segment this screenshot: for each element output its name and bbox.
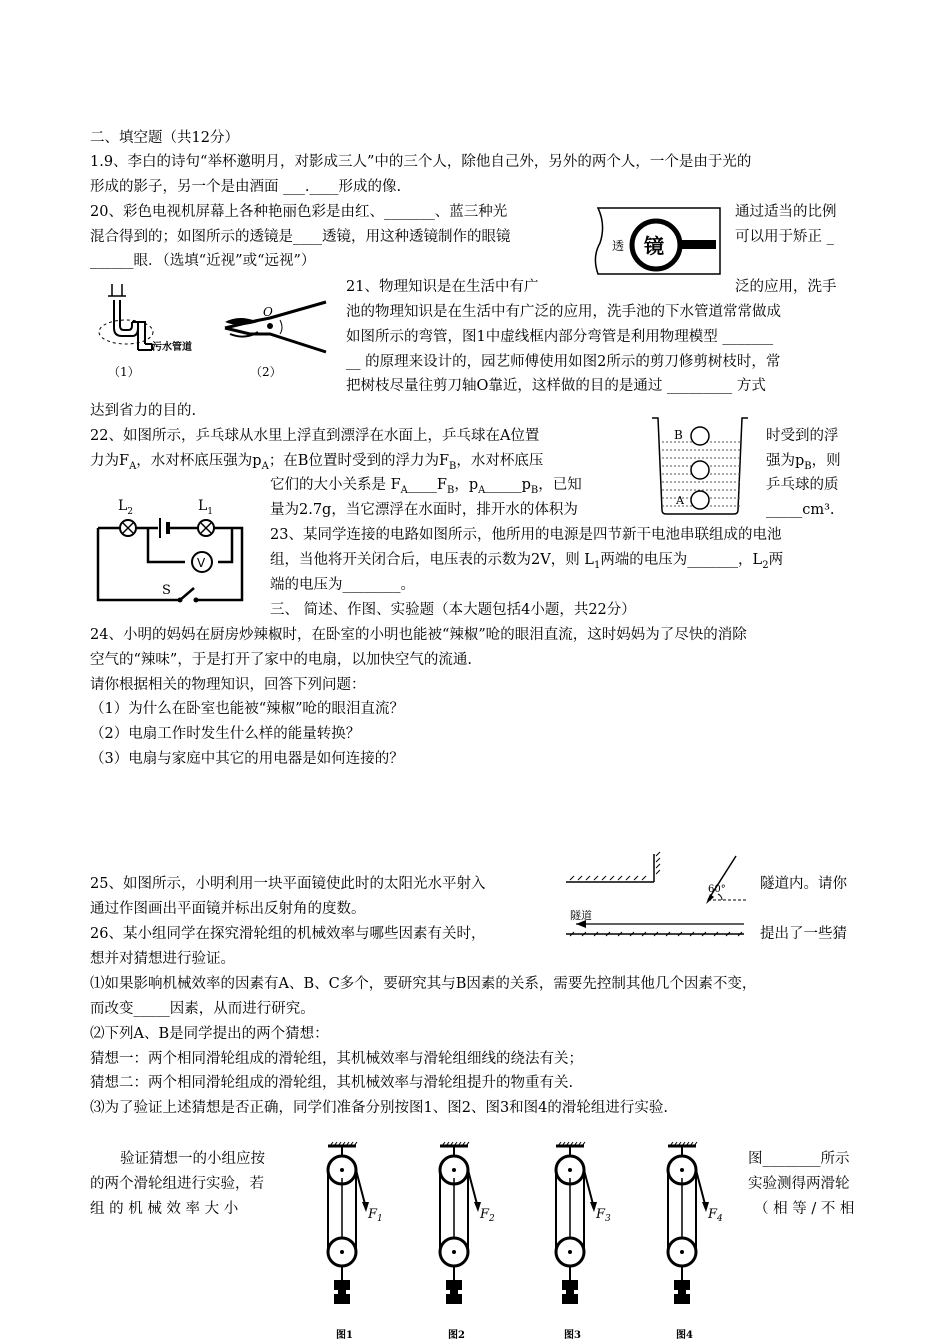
q22-line3-right: 乒乓球的质: [766, 477, 839, 493]
q26-guess1: 猜想一：两个相同滑轮组成的滑轮组，其机械效率与滑轮组细线的绕法有关；: [90, 1051, 583, 1067]
q26-r1: 图________所示: [748, 1151, 850, 1167]
q21-line3: 如图所示的弯管，图1中虚线框内部分弯管是利用物理模型 _______: [346, 329, 774, 345]
q20-line1: 20、彩色电视机屏幕上各种艳丽色彩是由红、_______、蓝三种光: [90, 204, 508, 220]
tunnel-label: 隧道: [570, 909, 592, 922]
section-2-title: 二、填空题（共12分）: [90, 130, 239, 146]
angle-label: 60°: [708, 884, 726, 895]
switch-label: S: [162, 583, 171, 598]
q22-line3: 它们的大小关系是 $F_A\_\_\_\_F_B$，$p_A\_\_\_\_\_p_B$，已知: [270, 477, 582, 496]
force-label-3: $F_3$: [596, 1207, 611, 1224]
q22-line1: 22、如图所示，乒乓球从水里上浮直到漂浮在水面上，乒乓球在A位置: [90, 428, 540, 444]
q22-line1-right: 时受到的浮: [766, 428, 839, 444]
q24-line2: 空气的“辣味”，于是打开了家中的电扇，以加快空气的流通.: [90, 652, 472, 668]
q21-line1-right: 泛的应用，洗手: [735, 279, 837, 295]
q26-r3: （ 相 等 / 不 相: [754, 1201, 855, 1217]
sewer-label: 污水管道: [152, 342, 192, 353]
force-label-4: $F_4$: [708, 1207, 723, 1224]
lens-label-small: 透: [612, 239, 625, 253]
q26-v2: 的两个滑轮组进行实验，若: [90, 1176, 264, 1192]
q22-line2-right: 强为$p_B$，则: [766, 453, 841, 472]
q20-line2: 混合得到的；如图所示的透镜是____透镜，用这种透镜制作的眼镜: [90, 229, 511, 245]
q21-line6: 达到省力的目的.: [90, 403, 197, 419]
q20-right1: 通过适当的比例: [735, 204, 837, 220]
pulley-caption-1: 图1: [336, 1330, 353, 1341]
fig2-caption: （2）: [250, 365, 282, 379]
q20-right2: 可以用于矫正 _: [735, 229, 834, 245]
fig1-caption: （1）: [108, 365, 140, 379]
pulley-figure-2: [440, 1142, 495, 1341]
q19-line1: 1.9、李白的诗句“举杯邀明月，对影成三人”中的三个人，除他自己外，另外的两个人，一个是由于光的: [90, 154, 752, 170]
q26-p1b: 而改变_____因素，从而进行研究。: [90, 1001, 315, 1017]
q19-line2: 形成的影子，另一个是由酒面 ___.____形成的像.: [90, 179, 402, 195]
pulley-figure-4: [668, 1142, 723, 1341]
q21-line1: 21、物理知识是在生活中有广: [346, 279, 539, 295]
q24-line1: 24、小明的妈妈在厨房炒辣椒时，在卧室的小明也能被“辣椒”呛的眼泪直流，这时妈妈为了尽快的消除: [90, 627, 747, 643]
pulley-caption-4: 图4: [676, 1330, 693, 1341]
pulley-caption-3: 图3: [564, 1330, 581, 1341]
q26-v3: 组 的 机 械 效 率 大 小: [90, 1201, 239, 1217]
q23-line2: 组，当他将开关闭合后，电压表的示数为2V，则 $L_1$两端的电压为_______，$L_2$两: [270, 552, 784, 571]
q24-line4: （1）为什么在卧室也能被“辣椒”呛的眼泪直流？: [90, 701, 405, 717]
q26-line1-right: 提出了一些猜: [760, 926, 847, 942]
beaker-a-label: A: [676, 494, 684, 507]
sink-scissors-figure: [90, 282, 340, 387]
q25-line1-right: 隧道内。请你: [760, 876, 847, 892]
force-label-2: $F_2$: [480, 1207, 495, 1224]
l2-label: $L_2$: [118, 498, 134, 517]
q26-r2: 实验测得两滑轮: [748, 1176, 850, 1192]
q22-line4-right: _____cm³.: [766, 502, 835, 518]
q25-line1: 25、如图所示，小明利用一块平面镜使此时的太阳光水平射入: [90, 876, 486, 892]
lens-figure: [592, 205, 727, 277]
q26-line2: 想并对猜想进行验证。: [90, 951, 235, 967]
q26-v1: 验证猜想一的小组应按: [120, 1151, 265, 1167]
voltmeter-label: V: [197, 556, 206, 570]
pulley-figure-3: [556, 1142, 611, 1341]
q23-line3: 端的电压为________。: [270, 577, 415, 593]
section-3-title: 三、 简述、作图、实验题（本大题包括4小题，共22分）: [270, 602, 636, 618]
beaker-b-label: B: [674, 428, 683, 442]
q21-line2: 池的物理知识是在生活中有广泛的应用，洗手池的下水管道常常做成: [346, 304, 781, 320]
tunnel-figure: [560, 850, 750, 940]
l1-label: $L_1$: [198, 498, 214, 517]
q26-p3: ⑶为了验证上述猜想是否正确，同学们准备分别按图1、图2、图3和图4的滑轮组进行实验.: [90, 1100, 669, 1116]
q21-line5: 把树枝尽量往剪刀轴O靠近，这样做的目的是通过 _________ 方式: [346, 378, 766, 394]
q24-line6: （3）电扇与家庭中其它的用电器是如何连接的？: [90, 751, 404, 767]
q26-p2: ⑵下列A、B是同学提出的两个猜想：: [90, 1026, 329, 1042]
q26-line1: 26、某小组同学在探究滑轮组的机械效率与哪些因素有关时，: [90, 926, 486, 942]
q24-line5: （2）电扇工作时发生什么样的能量转换？: [90, 726, 361, 742]
q23-line1: 23、某同学连接的电路如图所示，他所用的电源是四节新干电池串联组成的电池: [270, 527, 782, 543]
pulley-figure-1: [328, 1142, 383, 1341]
pulley-caption-2: 图2: [448, 1330, 465, 1341]
q22-line4: 量为2.7g，当它漂浮在水面时，排开水的体积为: [270, 502, 578, 518]
circuit-figure: [90, 496, 250, 606]
beaker-figure: [648, 414, 754, 518]
force-label-1: $F_1$: [368, 1207, 383, 1224]
q21-line4: __ 的原理来设计的，园艺师傅使用如图2所示的剪刀修剪树枝时，常: [346, 354, 781, 370]
q26-guess2: 猜想二：两个相同滑轮组成的滑轮组，其机械效率与滑轮组提升的物重有关.: [90, 1075, 574, 1091]
pulley-figures: [322, 1138, 742, 1342]
q20-line3: ______眼．（选填“近视”或“远视”）: [90, 253, 316, 269]
scissors-axis-label: O: [263, 305, 273, 319]
q24-line3: 请你根据相关的物理知识，回答下列问题：: [90, 677, 366, 693]
q26-p1a: ⑴如果影响机械效率的因素有A、B、C多个，要研究其与B因素的关系，需要先控制其他几个因素不变，: [90, 976, 757, 992]
q25-line2: 通过作图画出平面镜并标出反射角的度数。: [90, 901, 366, 917]
q22-line2: 力为$F_A$，水对杯底压强为$p_A$；在B位置时受到的浮力为$F_B$，水对杯底压: [90, 453, 544, 472]
lens-label-big: 镜: [644, 234, 664, 258]
